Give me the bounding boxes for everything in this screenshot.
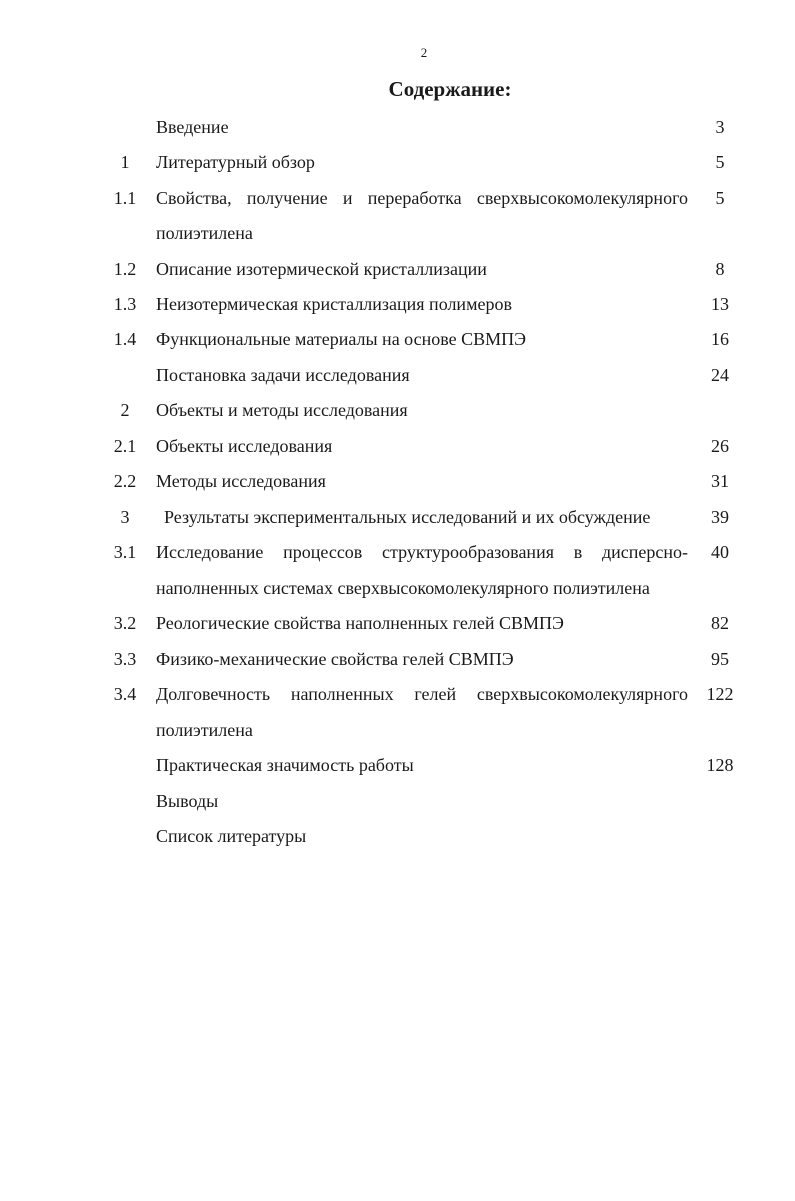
toc-entry [0,542,795,568]
toc-number: 3.4 [113,684,137,704]
toc-entry [0,400,795,426]
toc-title: Свойства, получение и переработка сверхвысокомолекулярного [156,188,688,208]
toc-number: 3 [120,507,130,527]
toc-page: 39 [711,507,729,527]
toc-entry [0,259,795,285]
toc-number: 1.2 [113,259,137,279]
toc-title: Результаты экспериментальных исследований и их обсуждение [164,507,651,527]
toc-page: 5 [715,152,725,172]
toc-entry [0,684,795,710]
toc-number: 1.3 [113,294,137,314]
toc-page: 40 [711,542,729,562]
toc-page: 3 [715,117,725,137]
toc-number: 2.1 [113,436,137,456]
toc-title-continuation: полиэтилена [156,223,253,243]
toc-title-continuation: наполненных системах сверхвысокомолекулярного полиэтилена [156,578,650,598]
toc-entry [0,152,795,178]
toc-entry [0,329,795,355]
toc-number: 1.4 [113,329,137,349]
toc-page: 26 [711,436,729,456]
toc-page: 82 [711,613,729,633]
toc-page: 8 [715,259,725,279]
toc-entry [0,613,795,639]
toc-number: 2 [120,400,130,420]
toc-title: Долговечность наполненных гелей сверхвысокомолекулярного [156,684,688,704]
toc-page: 31 [711,471,729,491]
toc-page: 122 [706,684,734,704]
toc-number: 3.1 [113,542,137,562]
toc-title-continuation: полиэтилена [156,720,253,740]
toc-title: Объекты исследования [156,436,333,456]
toc-entry [0,117,795,143]
toc-title: Реологические свойства наполненных гелей СВМПЭ [156,613,564,633]
toc-number: 3.2 [113,613,137,633]
toc-entry [0,436,795,462]
toc-title: Литературный обзор [156,152,315,172]
toc-page: 128 [706,755,734,775]
toc-number: 3.3 [113,649,137,669]
toc-entry [0,365,795,391]
toc-page: 5 [715,188,725,208]
toc-entry [0,649,795,675]
page-number: 2 [420,45,428,60]
toc-number: 2.2 [113,471,137,491]
toc-title: Объекты и методы исследования [156,400,408,420]
toc-entry [0,188,795,214]
toc-entry [0,471,795,497]
toc-title: Введение [156,117,229,137]
toc-entry [0,826,795,852]
toc-title: Неизотермическая кристаллизация полимеров [156,294,512,314]
toc-title: Методы исследования [156,471,326,491]
toc-number: 1.1 [113,188,137,208]
toc-entry [0,507,795,533]
toc-page: 95 [711,649,729,669]
toc-number: 1 [120,152,130,172]
toc-entry [0,791,795,817]
toc-entry [0,294,795,320]
toc-page: 16 [711,329,729,349]
toc-title: Выводы [156,791,219,811]
toc-page: 24 [711,365,729,385]
toc-title: Физико-механические свойства гелей СВМПЭ [156,649,514,669]
toc-title: Список литературы [156,826,307,846]
toc-title: Функциональные материалы на основе СВМПЭ [156,329,527,349]
toc-title: Исследование процессов структурообразования в дисперсно- [156,542,688,562]
toc-entry [0,755,795,781]
toc-title: Описание изотермической кристаллизации [156,259,487,279]
page-title: Содержание: [388,77,512,101]
toc-page: 13 [711,294,729,314]
toc-title: Практическая значимость работы [156,755,414,775]
toc-title: Постановка задачи исследования [156,365,410,385]
